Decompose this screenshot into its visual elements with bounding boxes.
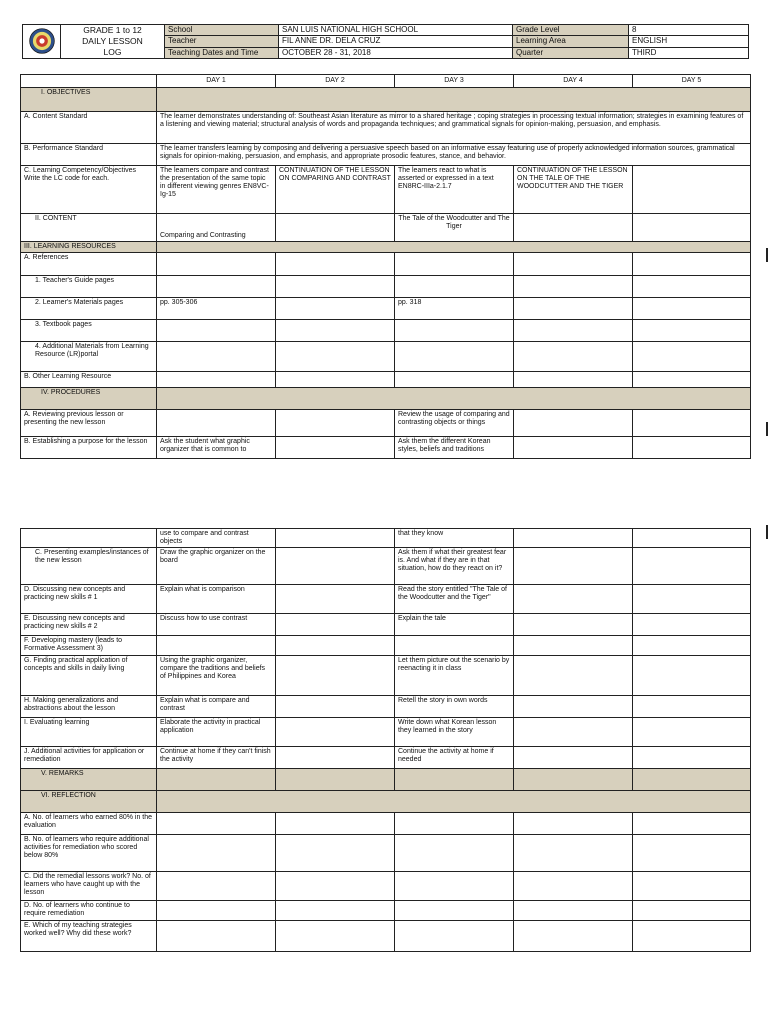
reflection-e-label: E. Which of my teaching strategies worked well? Why did these work?: [21, 921, 157, 952]
procedure-e-day-1: Discuss how to use contrast: [157, 614, 276, 636]
procedure-h-day-1: Explain what is compare and contrast: [157, 696, 276, 718]
seal-icon: [29, 28, 55, 54]
learning-area-label: Learning Area: [513, 36, 629, 47]
procedure-d-day-3: Read the story entitled "The Tale of the Woodcutter and the Tiger": [395, 585, 514, 614]
remarks-heading: V. REMARKS: [21, 769, 157, 791]
procedure-j-day-1: Continue at home if they can't finish the activity: [157, 747, 276, 769]
procedures-heading: IV. PROCEDURES: [21, 388, 157, 410]
teacher-label: Teacher: [165, 36, 279, 47]
learning-area-value: ENGLISH: [629, 36, 749, 47]
title-line-3: LOG: [103, 47, 122, 57]
procedure-d-day-1: Explain what is comparison: [157, 585, 276, 614]
reflection-d-label: D. No. of learners who continue to require remediation: [21, 901, 157, 921]
dates-label: Teaching Dates and Time: [165, 47, 279, 58]
procedure-a-label: A. Reviewing previous lesson or presenting the new lesson: [21, 410, 157, 437]
procedure-c-label: C. Presenting examples/instances of the new lesson: [21, 548, 157, 585]
other-resource-label: B. Other Learning Resource: [21, 372, 157, 388]
procedure-d-label: D. Discussing new concepts and practicing new skills # 1: [21, 585, 157, 614]
reflection-heading: VI. REFLECTION: [21, 791, 157, 813]
content-day-3: The Tale of the Woodcutter and The Tiger: [395, 214, 514, 242]
competency-label: C. Learning Competency/Objectives Write the LC code for each.: [21, 166, 157, 214]
procedure-g-label: G. Finding practical application of concepts and skills in daily living: [21, 656, 157, 696]
school-label: School: [165, 25, 279, 36]
lesson-log-table-continued: [20, 528, 751, 952]
day-2-header: DAY 2: [276, 75, 395, 88]
procedure-b-day-1: Ask the student what graphic organizer that is common to: [157, 437, 276, 459]
reflection-a-label: A. No. of learners who earned 80% in the evaluation: [21, 813, 157, 835]
content-label: II. CONTENT: [21, 214, 157, 242]
content-day-5: [633, 214, 751, 242]
quarter-label: Quarter: [513, 47, 629, 58]
competency-day-4: CONTINUATION OF THE LESSON ON THE TALE OF THE WOODCUTTER AND THE TIGER: [514, 166, 633, 214]
procedure-c-day-3: Ask them if what their greatest fear is. And what if they are in that situation, how do they react on it?: [395, 548, 514, 585]
reflection-b-label: B. No. of learners who require additional activities for remediation who scored below 80%: [21, 835, 157, 872]
procedure-e-label: E. Discussing new concepts and practicing new skills # 2: [21, 614, 157, 636]
learners-materials-day-3: pp. 318: [395, 298, 514, 320]
title-line-2: DAILY LESSON: [82, 36, 143, 46]
content-standard-text: The learner demonstrates understanding of: Southeast Asian literature as mirror to a shared heritage ; coping strategies in processing textual information; strategies in examining features of a listening and viewing material; structural analysis of words and propaganda techniques; and grammatical signals for opinion-making, persuasion, and emphasis.: [157, 112, 751, 144]
competency-day-3: The learners react to what is asserted or expressed in a text EN8RC-IIIa-2.1.7: [395, 166, 514, 214]
teachers-guide-label: 1. Teacher's Guide pages: [21, 276, 157, 298]
dll-title: [61, 25, 165, 59]
references-label: A. References: [21, 253, 157, 276]
deped-seal: [23, 25, 61, 59]
objectives-band: [157, 88, 751, 112]
procedure-g-day-3: Let them picture out the scenario by reenacting it in class: [395, 656, 514, 696]
grade-level-label: Grade Level: [513, 25, 629, 36]
resources-band: [157, 242, 751, 253]
grade-level-value: 8: [629, 25, 749, 36]
dates-value: OCTOBER 28 - 31, 2018: [279, 47, 513, 58]
procedure-h-day-3: Retell the story in own words: [395, 696, 514, 718]
content-day-1: Comparing and Contrasting: [157, 214, 276, 242]
content-standard-label: A. Content Standard: [21, 112, 157, 144]
additional-materials-label: 4. Additional Materials from Learning Resource (LR)portal: [21, 342, 157, 372]
procedure-i-day-3: Write down what Korean lesson they learned in the story: [395, 718, 514, 747]
procedure-i-day-1: Elaborate the activity in practical application: [157, 718, 276, 747]
procedure-i-label: I. Evaluating learning: [21, 718, 157, 747]
teacher-value: FIL ANNE DR. DELA CRUZ: [279, 36, 513, 47]
learners-materials-day-1: pp. 305-306: [157, 298, 276, 320]
objectives-heading: I. OBJECTIVES: [21, 88, 157, 112]
header-table: [22, 24, 749, 59]
lesson-log-table: [20, 74, 751, 459]
procedure-f-label: F. Developing mastery (leads to Formative Assessment 3): [21, 636, 157, 656]
performance-standard-label: B. Performance Standard: [21, 144, 157, 166]
quarter-value: THIRD: [629, 47, 749, 58]
reflection-c-label: C. Did the remedial lessons work? No. of learners who have caught up with the lesson: [21, 872, 157, 901]
procedure-j-day-3: Continue the activity at home if needed: [395, 747, 514, 769]
textbook-pages-label: 3. Textbook pages: [21, 320, 157, 342]
competency-day-2: CONTINUATION OF THE LESSON ON COMPARING AND CONTRAST: [276, 166, 395, 214]
day-1-header: DAY 1: [157, 75, 276, 88]
title-line-1: GRADE 1 to 12: [83, 25, 142, 35]
corner-cell: [21, 75, 157, 88]
content-day-4: [514, 214, 633, 242]
procedure-g-day-1: Using the graphic organizer, compare the traditions and beliefs of Philippines and Korea: [157, 656, 276, 696]
procedure-b-label: B. Establishing a purpose for the lesson: [21, 437, 157, 459]
resources-heading: III. LEARNING RESOURCES: [21, 242, 157, 253]
procedure-b-cont-day-3: that they know: [395, 529, 514, 548]
procedure-b-cont-day-1: use to compare and contrast objects: [157, 529, 276, 548]
competency-day-5: [633, 166, 751, 214]
competency-day-1: The learners compare and contrast the presentation of the same topic in different viewing genres EN8VC-Ig-15: [157, 166, 276, 214]
day-4-header: DAY 4: [514, 75, 633, 88]
school-value: SAN LUIS NATIONAL HIGH SCHOOL: [279, 25, 513, 36]
procedures-band: [157, 388, 751, 410]
procedure-a-day-3: Review the usage of comparing and contrasting objects or things: [395, 410, 514, 437]
procedure-c-day-1: Draw the graphic organizer on the board: [157, 548, 276, 585]
procedure-b-day-3: Ask them the different Korean styles, beliefs and traditions: [395, 437, 514, 459]
day-5-header: DAY 5: [633, 75, 751, 88]
procedure-e-day-3: Explain the tale: [395, 614, 514, 636]
procedure-j-label: J. Additional activities for application or remediation: [21, 747, 157, 769]
reflection-band: [157, 791, 751, 813]
day-3-header: DAY 3: [395, 75, 514, 88]
procedure-h-label: H. Making generalizations and abstractions about the lesson: [21, 696, 157, 718]
performance-standard-text: The learner transfers learning by composing and delivering a persuasive speech based on an informative essay featuring use of properly acknowledged information sources, grammatical signals for opinion-making, persuasion, and emphasis, and appropriate prosodic features, stance, and behavior.: [157, 144, 751, 166]
learners-materials-label: 2. Learner's Materials pages: [21, 298, 157, 320]
content-day-2: [276, 214, 395, 242]
